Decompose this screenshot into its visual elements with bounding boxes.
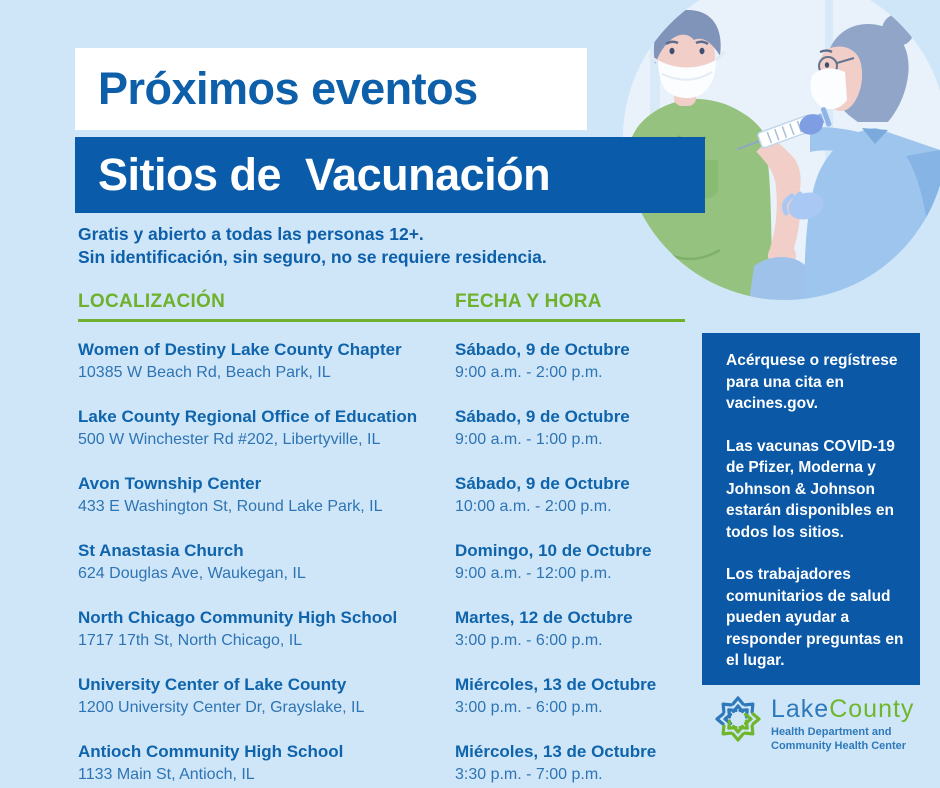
event-time: 9:00 a.m. - 2:00 p.m. (455, 363, 603, 381)
event-date: Sábado, 9 de Octubre (455, 473, 630, 493)
info-paragraph: Los trabajadores comunitarios de salud pueden ayudar a responder preguntas en el lugar. (726, 566, 904, 669)
schedule-header (78, 291, 685, 313)
patient-lap (748, 257, 812, 310)
location-name: Avon Township Center (78, 473, 262, 493)
location-name: Lake County Regional Office of Education (78, 406, 418, 426)
event-time: 3:30 p.m. - 7:00 p.m. (455, 765, 603, 783)
info-paragraph: Acérquese o regístrese para una cita en vacines.gov. (726, 352, 898, 412)
event-time: 9:00 a.m. - 1:00 p.m. (455, 430, 603, 448)
location-address: 1717 17th St, North Chicago, IL (78, 631, 303, 649)
event-time: 3:00 p.m. - 6:00 p.m. (455, 698, 603, 716)
event-date: Miércoles, 13 de Octubre (455, 674, 657, 694)
table-row (78, 606, 685, 652)
table-row (78, 472, 685, 518)
location-name: University Center of Lake County (78, 674, 347, 694)
event-time: 10:00 a.m. - 2:00 p.m. (455, 497, 612, 515)
location-address: 1200 University Center Dr, Grayslake, IL (78, 698, 365, 716)
page-title: Próximos eventos (98, 63, 478, 114)
location-address: 500 W Winchester Rd #202, Libertyville, IL (78, 430, 381, 448)
location-address: 433 E Washington St, Round Lake Park, IL (78, 497, 383, 515)
schedule-table (78, 291, 685, 788)
table-row (78, 338, 685, 384)
column-header-datetime: FECHA Y HORA (455, 291, 602, 312)
lake-county-logo (714, 695, 914, 753)
event-date: Sábado, 9 de Octubre (455, 339, 630, 359)
event-date: Domingo, 10 de Octubre (455, 540, 652, 560)
subtitle-line-1: Gratis y abierto a todas las personas 12+. (78, 224, 424, 244)
event-date: Martes, 12 de Octubre (455, 607, 633, 627)
table-row (78, 539, 685, 585)
logo-name (771, 695, 914, 723)
info-box (702, 333, 920, 685)
subtitle (78, 223, 547, 269)
banner (75, 137, 705, 213)
event-time: 3:00 p.m. - 6:00 p.m. (455, 631, 603, 649)
column-header-location: LOCALIZACIÓN (78, 291, 226, 312)
title-box (75, 48, 587, 130)
table-row (78, 405, 685, 451)
location-address: 1133 Main St, Antioch, IL (78, 765, 255, 783)
location-name: Women of Destiny Lake County Chapter (78, 339, 402, 359)
logo-tagline-line-1: Health Department and (771, 726, 892, 738)
event-date: Miércoles, 13 de Octubre (455, 741, 657, 761)
subtitle-line-2: Sin identificación, sin seguro, no se requiere residencia. (78, 247, 547, 267)
table-row (78, 740, 685, 786)
logo-tagline-line-2: Community Health Center (771, 739, 907, 752)
location-address: 10385 W Beach Rd, Beach Park, IL (78, 363, 331, 381)
info-paragraph: Las vacunas COVID-19 de Pfizer, Moderna y Johnson & Johnson estarán disponibles en todos los sitios. (726, 437, 895, 541)
location-name: St Anastasia Church (78, 540, 244, 560)
header-divider (78, 319, 685, 322)
schedule-rows (78, 338, 685, 786)
logo-name-lake: Lake (771, 695, 830, 723)
location-name: Antioch Community High School (78, 741, 344, 761)
banner-title: Sitios de Vacunación (98, 149, 551, 200)
event-date: Sábado, 9 de Octubre (455, 406, 630, 426)
logo-text (771, 695, 914, 753)
starburst-icon (714, 695, 762, 743)
table-row (78, 673, 685, 719)
location-name: North Chicago Community High School (78, 607, 398, 627)
event-time: 9:00 a.m. - 12:00 p.m. (455, 564, 612, 582)
logo-name-county: County (829, 695, 915, 723)
logo-tagline (771, 726, 914, 753)
location-address: 624 Douglas Ave, Waukegan, IL (78, 564, 306, 582)
